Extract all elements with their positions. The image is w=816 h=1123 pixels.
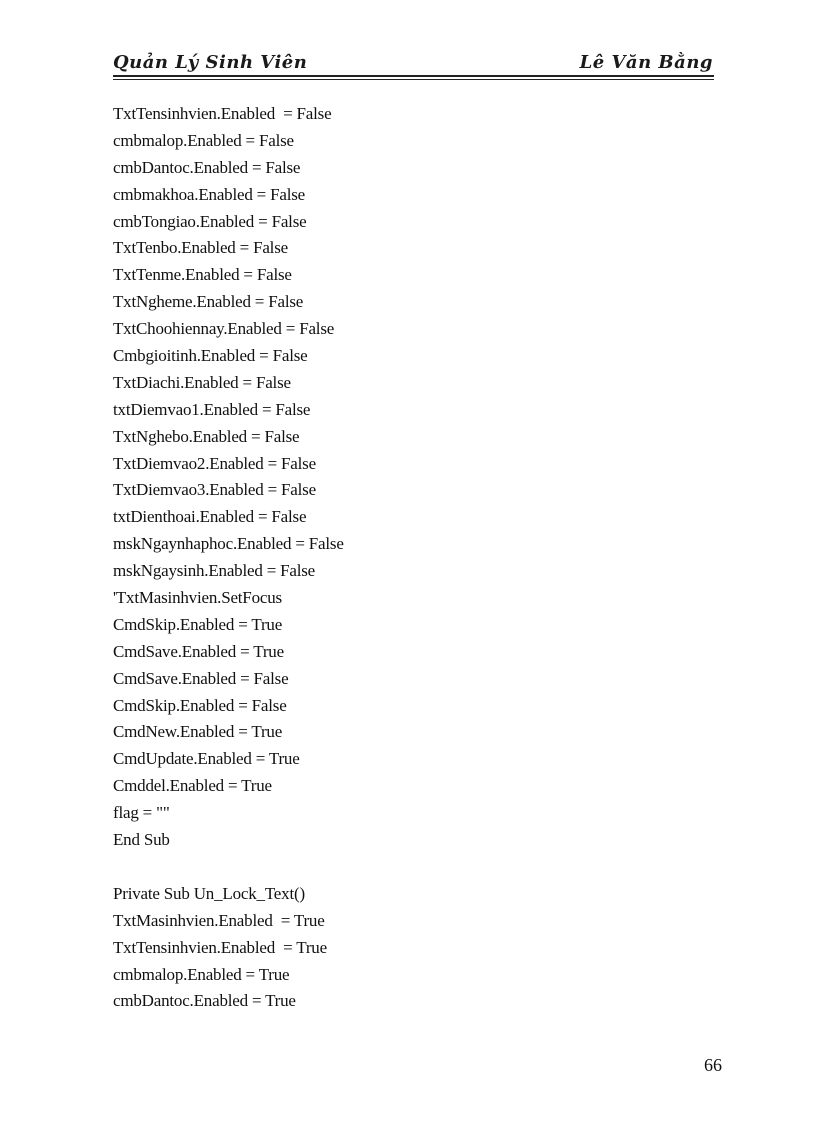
header-title: Quản Lý Sinh Viên	[113, 52, 308, 73]
code-line: TxtNgheme.Enabled = False	[113, 292, 304, 312]
code-line: CmdSkip.Enabled = True	[113, 614, 283, 634]
code-line: TxtTenbo.Enabled = False	[113, 238, 288, 258]
code-line: End Sub	[113, 830, 170, 850]
code-line: TxtTensinhvien.Enabled = False	[113, 104, 332, 123]
code-line-blank	[113, 854, 713, 881]
code-line: CmdSave.Enabled = False	[113, 668, 289, 688]
page-number: 66	[704, 1055, 722, 1075]
code-line: CmdNew.Enabled = True	[113, 722, 283, 742]
header-author: Lê Văn Bằng	[579, 52, 713, 73]
code-line: txtDienthoai.Enabled = False	[113, 507, 307, 527]
code-line: mskNgaysinh.Enabled = False	[113, 561, 316, 581]
code-line: cmbmalop.Enabled = True	[113, 964, 290, 984]
code-line: Private Sub Un_Lock_Text()	[113, 883, 305, 903]
code-line: TxtNghebo.Enabled = False	[113, 426, 300, 446]
code-line: TxtMasinhvien.Enabled = True	[113, 910, 325, 930]
code-line: TxtDiemvao2.Enabled = False	[113, 453, 316, 473]
code-line: TxtDiachi.Enabled = False	[113, 372, 291, 392]
code-line: TxtTenme.Enabled = False	[113, 265, 292, 285]
code-line: cmbmakhoa.Enabled = False	[113, 184, 306, 204]
code-line: Cmddel.Enabled = True	[113, 776, 272, 796]
code-line: TxtChoohiennay.Enabled = False	[113, 319, 335, 339]
code-line: mskNgaynhaphoc.Enabled = False	[113, 534, 344, 554]
code-line: TxtDiemvao3.Enabled = False	[113, 480, 316, 500]
code-line: CmdUpdate.Enabled = True	[113, 749, 300, 769]
code-line: CmdSkip.Enabled = False	[113, 695, 287, 715]
code-line: txtDiemvao1.Enabled = False	[113, 399, 311, 419]
code-line: 'TxtMasinhvien.SetFocus	[113, 588, 282, 608]
code-line: cmbDantoc.Enabled = False	[113, 157, 301, 177]
code-line: cmbTongiao.Enabled = False	[113, 211, 307, 231]
code-line: CmdSave.Enabled = True	[113, 641, 284, 661]
code-line: Cmbgioitinh.Enabled = False	[113, 346, 308, 366]
header-rule	[113, 75, 714, 77]
code-line: cmbDantoc.Enabled = True	[113, 991, 296, 1011]
code-line: cmbmalop.Enabled = False	[113, 130, 294, 150]
code-line: flag = ""	[113, 803, 170, 823]
code-listing	[113, 101, 713, 1015]
code-line: TxtTensinhvien.Enabled = True	[113, 937, 327, 957]
header-rule-secondary	[113, 79, 714, 80]
page-header	[113, 52, 713, 76]
